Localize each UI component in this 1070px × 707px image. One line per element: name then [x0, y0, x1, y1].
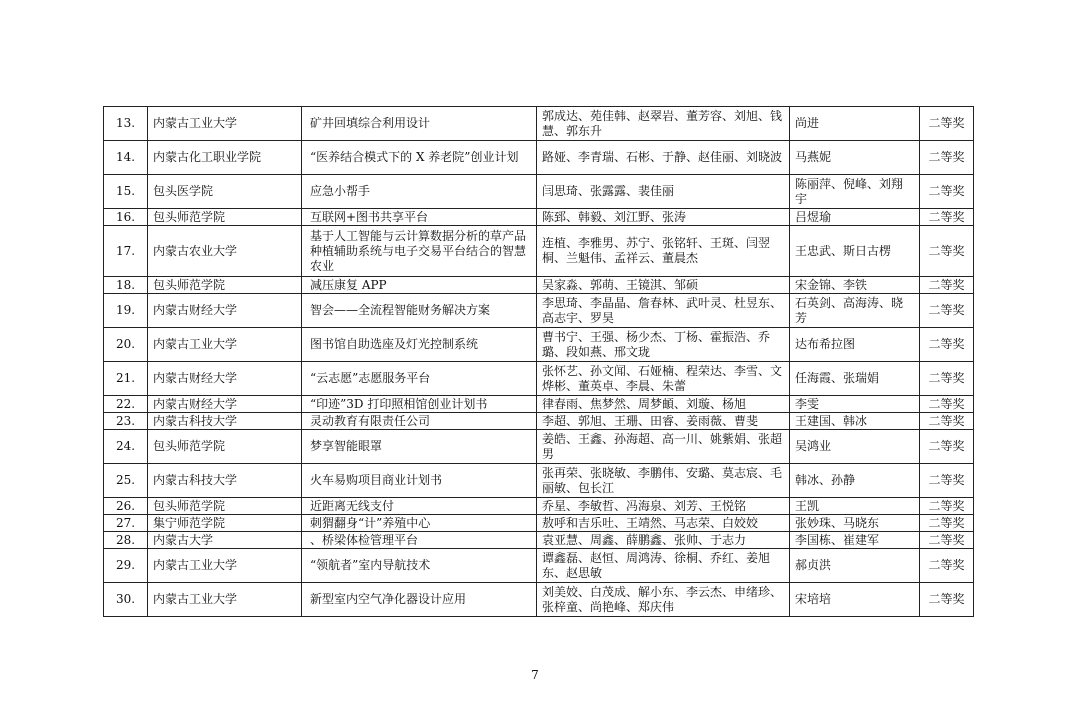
school-name: 包头师范学院	[148, 498, 302, 515]
table-row	[104, 175, 974, 209]
team-members: 刘美姣、白茂成、解小东、李云杰、申绪珍、张梓童、尚艳峰、郑庆伟	[537, 583, 790, 617]
advisor-names: 石英剑、高海涛、晓芳	[790, 294, 920, 328]
project-title: 互联网+图书共享平台	[302, 209, 537, 226]
award-level: 二等奖	[920, 583, 974, 617]
award-level: 二等奖	[920, 430, 974, 464]
row-number: 28.	[104, 532, 148, 549]
row-number: 21.	[104, 362, 148, 396]
table-row	[104, 328, 974, 362]
project-title: 新型室内空气净化器设计应用	[302, 583, 537, 617]
project-title: 近距离无线支付	[302, 498, 537, 515]
table-row	[104, 209, 974, 226]
row-number: 25.	[104, 464, 148, 498]
table-row	[104, 277, 974, 294]
award-level: 二等奖	[920, 498, 974, 515]
advisor-names: 任海霞、张瑞娟	[790, 362, 920, 396]
table-row	[104, 107, 974, 141]
team-members: 闫思琦、张露露、裴佳丽	[537, 175, 790, 209]
award-level: 二等奖	[920, 413, 974, 430]
project-title: “医养结合模式下的 X 养老院”创业计划	[302, 141, 537, 175]
award-level: 二等奖	[920, 294, 974, 328]
award-level: 二等奖	[920, 532, 974, 549]
project-title: “云志愿”志愿服务平台	[302, 362, 537, 396]
table-row	[104, 294, 974, 328]
row-number: 14.	[104, 141, 148, 175]
school-name: 内蒙古化工职业学院	[148, 141, 302, 175]
table-row	[104, 583, 974, 617]
project-title: 图书馆自助选座及灯光控制系统	[302, 328, 537, 362]
advisor-names: 王忠武、斯日古楞	[790, 226, 920, 277]
table-row	[104, 430, 974, 464]
row-number: 16.	[104, 209, 148, 226]
advisor-names: 王建国、韩冰	[790, 413, 920, 430]
project-title: 火车易购项目商业计划书	[302, 464, 537, 498]
award-level: 二等奖	[920, 175, 974, 209]
team-members: 姜皓、王鑫、孙海超、高一川、姚紫娟、张超男	[537, 430, 790, 464]
school-name: 内蒙古工业大学	[148, 583, 302, 617]
advisor-names: 张妙珠、马晓东	[790, 515, 920, 532]
project-title: “印迹”3D 打印照相馆创业计划书	[302, 396, 537, 413]
team-members: 谭鑫磊、赵恒、周鸿涛、徐桐、乔红、姜旭东、赵思敏	[537, 549, 790, 583]
award-level: 二等奖	[920, 107, 974, 141]
table-row	[104, 464, 974, 498]
school-name: 内蒙古财经大学	[148, 294, 302, 328]
team-members: 李超、郭旭、王珊、田睿、姜雨薇、曹斐	[537, 413, 790, 430]
school-name: 包头师范学院	[148, 209, 302, 226]
school-name: 内蒙古大学	[148, 532, 302, 549]
table-row	[104, 413, 974, 430]
award-level: 二等奖	[920, 515, 974, 532]
table-row	[104, 141, 974, 175]
row-number: 24.	[104, 430, 148, 464]
award-level: 二等奖	[920, 549, 974, 583]
advisor-names: 陈丽萍、倪峰、刘翔宇	[790, 175, 920, 209]
advisor-names: 达布希拉图	[790, 328, 920, 362]
school-name: 内蒙古科技大学	[148, 464, 302, 498]
project-title: 梦享智能眼罩	[302, 430, 537, 464]
school-name: 包头师范学院	[148, 430, 302, 464]
team-members: 袁亚慧、周鑫、薛鹏鑫、张帅、于志力	[537, 532, 790, 549]
advisor-names: 吕煜瑜	[790, 209, 920, 226]
advisor-names: 李国栋、崔建军	[790, 532, 920, 549]
team-members: 敖呼和吉乐吐、王靖然、马志荣、白姣姣	[537, 515, 790, 532]
award-level: 二等奖	[920, 141, 974, 175]
project-title: 应急小帮手	[302, 175, 537, 209]
page-number: 7	[531, 668, 539, 682]
team-members: 吴家淼、郭萌、王镜淇、邹硕	[537, 277, 790, 294]
table-row	[104, 498, 974, 515]
row-number: 20.	[104, 328, 148, 362]
school-name: 包头医学院	[148, 175, 302, 209]
award-level: 二等奖	[920, 396, 974, 413]
project-title: 智会——全流程智能财务解决方案	[302, 294, 537, 328]
team-members: 连植、李雅男、苏宁、张铭轩、王斑、闫翌桐、兰魁伟、孟祥云、董晨杰	[537, 226, 790, 277]
project-title: 矿井回填综合利用设计	[302, 107, 537, 141]
award-table	[103, 106, 974, 617]
table-row	[104, 549, 974, 583]
award-level: 二等奖	[920, 328, 974, 362]
school-name: 内蒙古工业大学	[148, 549, 302, 583]
school-name: 内蒙古财经大学	[148, 396, 302, 413]
table-row	[104, 396, 974, 413]
advisor-names: 尚进	[790, 107, 920, 141]
award-level: 二等奖	[920, 464, 974, 498]
advisor-names: 王凯	[790, 498, 920, 515]
row-number: 13.	[104, 107, 148, 141]
project-title: 基于人工智能与云计算数据分析的草产品种植辅助系统与电子交易平台结合的智慧农业	[302, 226, 537, 277]
team-members: 张怀艺、孙文闻、石娅楠、程荣达、李雪、文烨彬、董英卓、李晨、朱蕾	[537, 362, 790, 396]
project-title: 灵动教育有限责任公司	[302, 413, 537, 430]
award-level: 二等奖	[920, 277, 974, 294]
advisor-names: 郝贞洪	[790, 549, 920, 583]
advisor-names: 吴鸿业	[790, 430, 920, 464]
team-members: 李思琦、李晶晶、詹春林、武叶灵、杜昱东、高志宇、罗昊	[537, 294, 790, 328]
row-number: 23.	[104, 413, 148, 430]
school-name: 内蒙古工业大学	[148, 107, 302, 141]
project-title: 、桥梁体检管理平台	[302, 532, 537, 549]
table-row	[104, 362, 974, 396]
team-members: 郭成达、苑佳韩、赵翠岩、董芳容、刘旭、钱慧、郭东升	[537, 107, 790, 141]
advisor-names: 李雯	[790, 396, 920, 413]
row-number: 30.	[104, 583, 148, 617]
school-name: 内蒙古工业大学	[148, 328, 302, 362]
table-row	[104, 515, 974, 532]
school-name: 集宁师范学院	[148, 515, 302, 532]
school-name: 内蒙古科技大学	[148, 413, 302, 430]
team-members: 律春雨、焦梦然、周梦頔、刘璇、杨旭	[537, 396, 790, 413]
school-name: 内蒙古财经大学	[148, 362, 302, 396]
school-name: 包头师范学院	[148, 277, 302, 294]
advisor-names: 韩冰、孙静	[790, 464, 920, 498]
row-number: 17.	[104, 226, 148, 277]
advisor-names: 宋培培	[790, 583, 920, 617]
team-members: 陈郅、韩毅、刘江野、张涛	[537, 209, 790, 226]
project-title: 减压康复 APP	[302, 277, 537, 294]
award-level: 二等奖	[920, 362, 974, 396]
row-number: 26.	[104, 498, 148, 515]
award-table-body	[104, 107, 974, 617]
row-number: 18.	[104, 277, 148, 294]
team-members: 路娅、李青瑞、石彬、于静、赵佳丽、刘晓波	[537, 141, 790, 175]
advisor-names: 马燕妮	[790, 141, 920, 175]
award-level: 二等奖	[920, 209, 974, 226]
team-members: 曹书宁、王强、杨少杰、丁杨、霍振浩、乔璐、段如燕、邢文珑	[537, 328, 790, 362]
project-title: 刺猬翻身“计”养殖中心	[302, 515, 537, 532]
project-title: “领航者”室内导航技术	[302, 549, 537, 583]
team-members: 张再荣、张晓敏、李鹏伟、安璐、莫志宸、毛丽敏、包长江	[537, 464, 790, 498]
table-row	[104, 226, 974, 277]
advisor-names: 宋金锦、李铁	[790, 277, 920, 294]
row-number: 22.	[104, 396, 148, 413]
row-number: 29.	[104, 549, 148, 583]
row-number: 27.	[104, 515, 148, 532]
team-members: 乔星、李敏哲、冯海泉、刘芳、王悦铭	[537, 498, 790, 515]
row-number: 19.	[104, 294, 148, 328]
table-row	[104, 532, 974, 549]
school-name: 内蒙古农业大学	[148, 226, 302, 277]
award-level: 二等奖	[920, 226, 974, 277]
row-number: 15.	[104, 175, 148, 209]
